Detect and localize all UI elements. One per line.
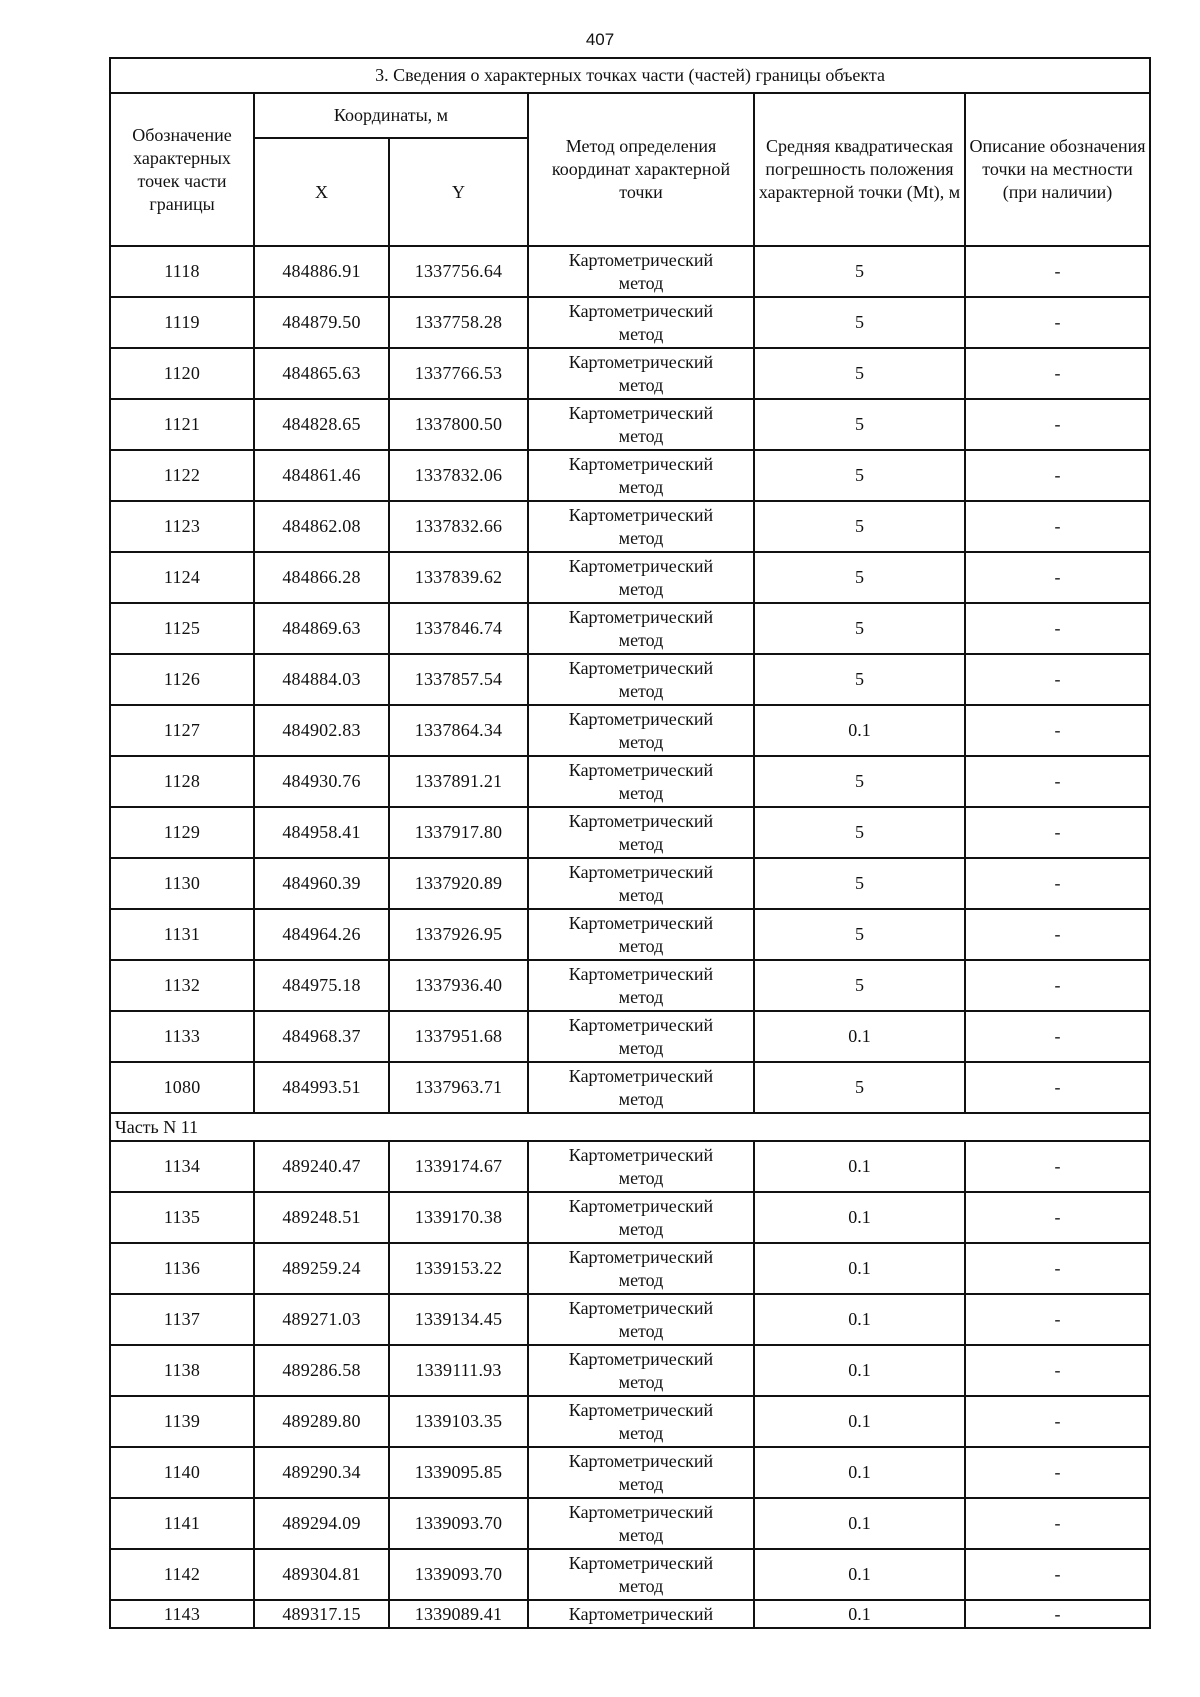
method-line: Картометрический xyxy=(568,1348,714,1369)
description-cell: - xyxy=(965,348,1150,399)
method-line: Картометрический xyxy=(568,1014,714,1035)
method-line: метод xyxy=(618,1575,664,1596)
method-cell xyxy=(528,501,754,552)
method-line: Картометрический xyxy=(568,300,714,321)
method-cell xyxy=(528,450,754,501)
mt-error-cell: 5 xyxy=(754,246,965,297)
x-coordinate-cell: 484964.26 xyxy=(254,909,389,960)
method-cell xyxy=(528,705,754,756)
y-coordinate-cell: 1337926.95 xyxy=(389,909,528,960)
mt-error-cell: 5 xyxy=(754,552,965,603)
method-cell xyxy=(528,1447,754,1498)
table-title: 3. Сведения о характерных точках части (частей) границы объекта xyxy=(110,58,1150,93)
mt-error-cell: 0.1 xyxy=(754,1396,965,1447)
y-coordinate-cell: 1337800.50 xyxy=(389,399,528,450)
method-cell xyxy=(528,1549,754,1600)
description-cell: - xyxy=(965,1062,1150,1113)
mt-error-cell: 5 xyxy=(754,1062,965,1113)
method-line: Картометрический xyxy=(568,657,714,678)
point-id-cell: 1139 xyxy=(110,1396,254,1447)
x-coordinate-cell: 489304.81 xyxy=(254,1549,389,1600)
method-line: Картометрический xyxy=(568,606,714,627)
header-description: Описание обозначения точки на местности (при наличии) xyxy=(965,93,1150,246)
mt-error-cell: 5 xyxy=(754,348,965,399)
point-id-cell: 1136 xyxy=(110,1243,254,1294)
method-line: Картометрический xyxy=(568,1297,714,1318)
description-cell: - xyxy=(965,1192,1150,1243)
x-coordinate-cell: 484930.76 xyxy=(254,756,389,807)
method-line: Картометрический xyxy=(568,1246,714,1267)
y-coordinate-cell: 1337891.21 xyxy=(389,756,528,807)
mt-error-cell: 0.1 xyxy=(754,1294,965,1345)
method-line: метод xyxy=(618,1218,664,1239)
description-cell: - xyxy=(965,909,1150,960)
mt-error-cell: 0.1 xyxy=(754,705,965,756)
description-cell: - xyxy=(965,297,1150,348)
table-row xyxy=(110,1011,1150,1062)
method-line: метод xyxy=(618,833,664,854)
mt-error-cell: 0.1 xyxy=(754,1600,965,1628)
description-cell: - xyxy=(965,1345,1150,1396)
point-id-cell: 1128 xyxy=(110,756,254,807)
table-body xyxy=(110,246,1150,1628)
method-line: Картометрический xyxy=(568,351,714,372)
description-cell: - xyxy=(965,807,1150,858)
y-coordinate-cell: 1337758.28 xyxy=(389,297,528,348)
method-cell xyxy=(528,399,754,450)
method-cell xyxy=(528,807,754,858)
method-line: метод xyxy=(618,1269,664,1290)
y-coordinate-cell: 1339093.70 xyxy=(389,1498,528,1549)
part-label: Часть N 11 xyxy=(110,1113,1150,1141)
mt-error-cell: 5 xyxy=(754,858,965,909)
description-cell: - xyxy=(965,1498,1150,1549)
method-line: метод xyxy=(618,1037,664,1058)
point-id-cell: 1143 xyxy=(110,1600,254,1628)
method-line: Картометрический xyxy=(568,759,714,780)
y-coordinate-cell: 1339111.93 xyxy=(389,1345,528,1396)
y-coordinate-cell: 1339174.67 xyxy=(389,1141,528,1192)
method-line: Картометрический xyxy=(568,555,714,576)
description-cell: - xyxy=(965,654,1150,705)
description-cell: - xyxy=(965,246,1150,297)
mt-error-cell: 0.1 xyxy=(754,1498,965,1549)
method-cell xyxy=(528,1498,754,1549)
table-row xyxy=(110,1498,1150,1549)
method-cell xyxy=(528,1192,754,1243)
description-cell: - xyxy=(965,450,1150,501)
description-cell: - xyxy=(965,858,1150,909)
method-line: метод xyxy=(618,1371,664,1392)
point-id-cell: 1127 xyxy=(110,705,254,756)
method-line: метод xyxy=(618,476,664,497)
point-id-cell: 1124 xyxy=(110,552,254,603)
y-coordinate-cell: 1337832.66 xyxy=(389,501,528,552)
method-line: Картометрический xyxy=(568,1144,714,1165)
description-cell: - xyxy=(965,960,1150,1011)
y-coordinate-cell: 1339153.22 xyxy=(389,1243,528,1294)
characteristic-points-table xyxy=(109,57,1151,1629)
point-id-cell: 1121 xyxy=(110,399,254,450)
description-cell: - xyxy=(965,1294,1150,1345)
mt-error-cell: 0.1 xyxy=(754,1549,965,1600)
point-id-cell: 1132 xyxy=(110,960,254,1011)
mt-error-cell: 0.1 xyxy=(754,1447,965,1498)
point-id-cell: 1134 xyxy=(110,1141,254,1192)
y-coordinate-cell: 1337756.64 xyxy=(389,246,528,297)
mt-error-cell: 5 xyxy=(754,807,965,858)
method-cell xyxy=(528,756,754,807)
method-line: Картометрический xyxy=(568,912,714,933)
method-line: метод xyxy=(618,884,664,905)
method-line: метод xyxy=(618,731,664,752)
table-row xyxy=(110,1243,1150,1294)
y-coordinate-cell: 1337766.53 xyxy=(389,348,528,399)
method-cell xyxy=(528,1396,754,1447)
x-coordinate-cell: 484879.50 xyxy=(254,297,389,348)
description-cell: - xyxy=(965,1549,1150,1600)
header-y: Y xyxy=(389,138,528,246)
method-cell xyxy=(528,603,754,654)
y-coordinate-cell: 1339134.45 xyxy=(389,1294,528,1345)
mt-error-cell: 5 xyxy=(754,297,965,348)
mt-error-cell: 5 xyxy=(754,909,965,960)
x-coordinate-cell: 484886.91 xyxy=(254,246,389,297)
x-coordinate-cell: 484828.65 xyxy=(254,399,389,450)
method-cell xyxy=(528,1062,754,1113)
x-coordinate-cell: 489240.47 xyxy=(254,1141,389,1192)
mt-error-cell: 0.1 xyxy=(754,1243,965,1294)
description-cell: - xyxy=(965,399,1150,450)
method-cell xyxy=(528,348,754,399)
method-cell xyxy=(528,909,754,960)
method-cell xyxy=(528,1600,754,1628)
method-line: метод xyxy=(618,1167,664,1188)
x-coordinate-cell: 489271.03 xyxy=(254,1294,389,1345)
x-coordinate-cell: 484866.28 xyxy=(254,552,389,603)
x-coordinate-cell: 484884.03 xyxy=(254,654,389,705)
table-row xyxy=(110,1294,1150,1345)
table-row xyxy=(110,756,1150,807)
method-line: метод xyxy=(618,680,664,701)
table-row xyxy=(110,1345,1150,1396)
method-line: Картометрический xyxy=(568,708,714,729)
x-coordinate-cell: 489317.15 xyxy=(254,1600,389,1628)
table-row xyxy=(110,501,1150,552)
x-coordinate-cell: 484902.83 xyxy=(254,705,389,756)
table-row xyxy=(110,399,1150,450)
y-coordinate-cell: 1337920.89 xyxy=(389,858,528,909)
method-cell xyxy=(528,1294,754,1345)
y-coordinate-cell: 1339095.85 xyxy=(389,1447,528,1498)
method-line: Картометрический xyxy=(568,402,714,423)
point-id-cell: 1135 xyxy=(110,1192,254,1243)
method-cell xyxy=(528,297,754,348)
method-line: метод xyxy=(618,1473,664,1494)
description-cell: - xyxy=(965,1396,1150,1447)
method-line: метод xyxy=(618,1524,664,1545)
x-coordinate-cell: 484865.63 xyxy=(254,348,389,399)
method-line: Картометрический xyxy=(568,504,714,525)
point-id-cell: 1140 xyxy=(110,1447,254,1498)
table-row xyxy=(110,603,1150,654)
table-row xyxy=(110,297,1150,348)
method-cell xyxy=(528,1345,754,1396)
x-coordinate-cell: 489289.80 xyxy=(254,1396,389,1447)
method-line: метод xyxy=(618,578,664,599)
part-header-row xyxy=(110,1113,1150,1141)
point-id-cell: 1126 xyxy=(110,654,254,705)
table-row xyxy=(110,807,1150,858)
description-cell: - xyxy=(965,1600,1150,1628)
x-coordinate-cell: 484993.51 xyxy=(254,1062,389,1113)
table-row xyxy=(110,1192,1150,1243)
table-row xyxy=(110,1447,1150,1498)
mt-error-cell: 5 xyxy=(754,450,965,501)
description-cell: - xyxy=(965,603,1150,654)
mt-error-cell: 5 xyxy=(754,960,965,1011)
y-coordinate-cell: 1337936.40 xyxy=(389,960,528,1011)
point-id-cell: 1080 xyxy=(110,1062,254,1113)
point-id-cell: 1118 xyxy=(110,246,254,297)
method-line: метод xyxy=(618,1422,664,1443)
method-line: Картометрический xyxy=(568,1399,714,1420)
method-line: метод xyxy=(618,1320,664,1341)
description-cell: - xyxy=(965,1141,1150,1192)
point-id-cell: 1131 xyxy=(110,909,254,960)
table-row xyxy=(110,960,1150,1011)
header-x: X xyxy=(254,138,389,246)
table-row xyxy=(110,654,1150,705)
description-cell: - xyxy=(965,1243,1150,1294)
mt-error-cell: 5 xyxy=(754,603,965,654)
method-cell xyxy=(528,654,754,705)
method-cell xyxy=(528,246,754,297)
header-designation: Обозначение характерных точек части границы xyxy=(110,93,254,246)
x-coordinate-cell: 484960.39 xyxy=(254,858,389,909)
point-id-cell: 1130 xyxy=(110,858,254,909)
y-coordinate-cell: 1339170.38 xyxy=(389,1192,528,1243)
method-line: Картометрический xyxy=(568,1552,714,1573)
y-coordinate-cell: 1337839.62 xyxy=(389,552,528,603)
method-line: метод xyxy=(618,935,664,956)
x-coordinate-cell: 484862.08 xyxy=(254,501,389,552)
description-cell: - xyxy=(965,1011,1150,1062)
method-line: Картометрический xyxy=(568,861,714,882)
method-line: Картометрический xyxy=(568,1603,714,1624)
mt-error-cell: 5 xyxy=(754,654,965,705)
table-row xyxy=(110,705,1150,756)
method-line: Картометрический xyxy=(568,249,714,270)
header-method: Метод определения координат характерной точки xyxy=(528,93,754,246)
header-error: Средняя квадратическая погрешность положения характерной точки (Mt), м xyxy=(754,93,965,246)
point-id-cell: 1137 xyxy=(110,1294,254,1345)
method-line: Картометрический xyxy=(568,1065,714,1086)
point-id-cell: 1129 xyxy=(110,807,254,858)
y-coordinate-cell: 1339093.70 xyxy=(389,1549,528,1600)
table-row xyxy=(110,450,1150,501)
method-cell xyxy=(528,1011,754,1062)
method-line: метод xyxy=(618,272,664,293)
description-cell: - xyxy=(965,552,1150,603)
x-coordinate-cell: 489286.58 xyxy=(254,1345,389,1396)
x-coordinate-cell: 489294.09 xyxy=(254,1498,389,1549)
y-coordinate-cell: 1339089.41 xyxy=(389,1600,528,1628)
header-coordinates: Координаты, м xyxy=(254,93,528,138)
mt-error-cell: 5 xyxy=(754,501,965,552)
method-line: метод xyxy=(618,986,664,1007)
x-coordinate-cell: 489248.51 xyxy=(254,1192,389,1243)
table-row xyxy=(110,1600,1150,1628)
method-cell xyxy=(528,1141,754,1192)
x-coordinate-cell: 484975.18 xyxy=(254,960,389,1011)
method-line: метод xyxy=(618,1088,664,1109)
table-row xyxy=(110,1062,1150,1113)
description-cell: - xyxy=(965,1447,1150,1498)
x-coordinate-cell: 489290.34 xyxy=(254,1447,389,1498)
point-id-cell: 1138 xyxy=(110,1345,254,1396)
table-row xyxy=(110,858,1150,909)
point-id-cell: 1119 xyxy=(110,297,254,348)
y-coordinate-cell: 1337846.74 xyxy=(389,603,528,654)
y-coordinate-cell: 1337951.68 xyxy=(389,1011,528,1062)
mt-error-cell: 0.1 xyxy=(754,1011,965,1062)
method-line: метод xyxy=(618,425,664,446)
method-line: метод xyxy=(618,629,664,650)
method-cell xyxy=(528,1243,754,1294)
method-cell xyxy=(528,858,754,909)
method-line: метод xyxy=(618,323,664,344)
point-id-cell: 1141 xyxy=(110,1498,254,1549)
method-line: Картометрический xyxy=(568,810,714,831)
point-id-cell: 1133 xyxy=(110,1011,254,1062)
table-row xyxy=(110,348,1150,399)
y-coordinate-cell: 1337832.06 xyxy=(389,450,528,501)
x-coordinate-cell: 484968.37 xyxy=(254,1011,389,1062)
method-line: Картометрический xyxy=(568,963,714,984)
y-coordinate-cell: 1337864.34 xyxy=(389,705,528,756)
method-line: Картометрический xyxy=(568,453,714,474)
table-row xyxy=(110,246,1150,297)
x-coordinate-cell: 484861.46 xyxy=(254,450,389,501)
table-row xyxy=(110,909,1150,960)
table-row xyxy=(110,1549,1150,1600)
y-coordinate-cell: 1337917.80 xyxy=(389,807,528,858)
x-coordinate-cell: 484958.41 xyxy=(254,807,389,858)
method-line: метод xyxy=(618,374,664,395)
point-id-cell: 1120 xyxy=(110,348,254,399)
description-cell: - xyxy=(965,756,1150,807)
mt-error-cell: 0.1 xyxy=(754,1192,965,1243)
method-cell xyxy=(528,960,754,1011)
table-row xyxy=(110,1141,1150,1192)
point-id-cell: 1123 xyxy=(110,501,254,552)
description-cell: - xyxy=(965,501,1150,552)
y-coordinate-cell: 1339103.35 xyxy=(389,1396,528,1447)
method-line: метод xyxy=(618,527,664,548)
method-line: метод xyxy=(618,782,664,803)
mt-error-cell: 5 xyxy=(754,756,965,807)
mt-error-cell: 5 xyxy=(754,399,965,450)
description-cell: - xyxy=(965,705,1150,756)
x-coordinate-cell: 484869.63 xyxy=(254,603,389,654)
page-number: 407 xyxy=(585,30,615,49)
mt-error-cell: 0.1 xyxy=(754,1345,965,1396)
table-row xyxy=(110,552,1150,603)
method-line: Картометрический xyxy=(568,1501,714,1522)
method-line: Картометрический xyxy=(568,1195,714,1216)
x-coordinate-cell: 489259.24 xyxy=(254,1243,389,1294)
y-coordinate-cell: 1337963.71 xyxy=(389,1062,528,1113)
point-id-cell: 1142 xyxy=(110,1549,254,1600)
method-cell xyxy=(528,552,754,603)
mt-error-cell: 0.1 xyxy=(754,1141,965,1192)
method-line: Картометрический xyxy=(568,1450,714,1471)
point-id-cell: 1125 xyxy=(110,603,254,654)
point-id-cell: 1122 xyxy=(110,450,254,501)
y-coordinate-cell: 1337857.54 xyxy=(389,654,528,705)
table-row xyxy=(110,1396,1150,1447)
